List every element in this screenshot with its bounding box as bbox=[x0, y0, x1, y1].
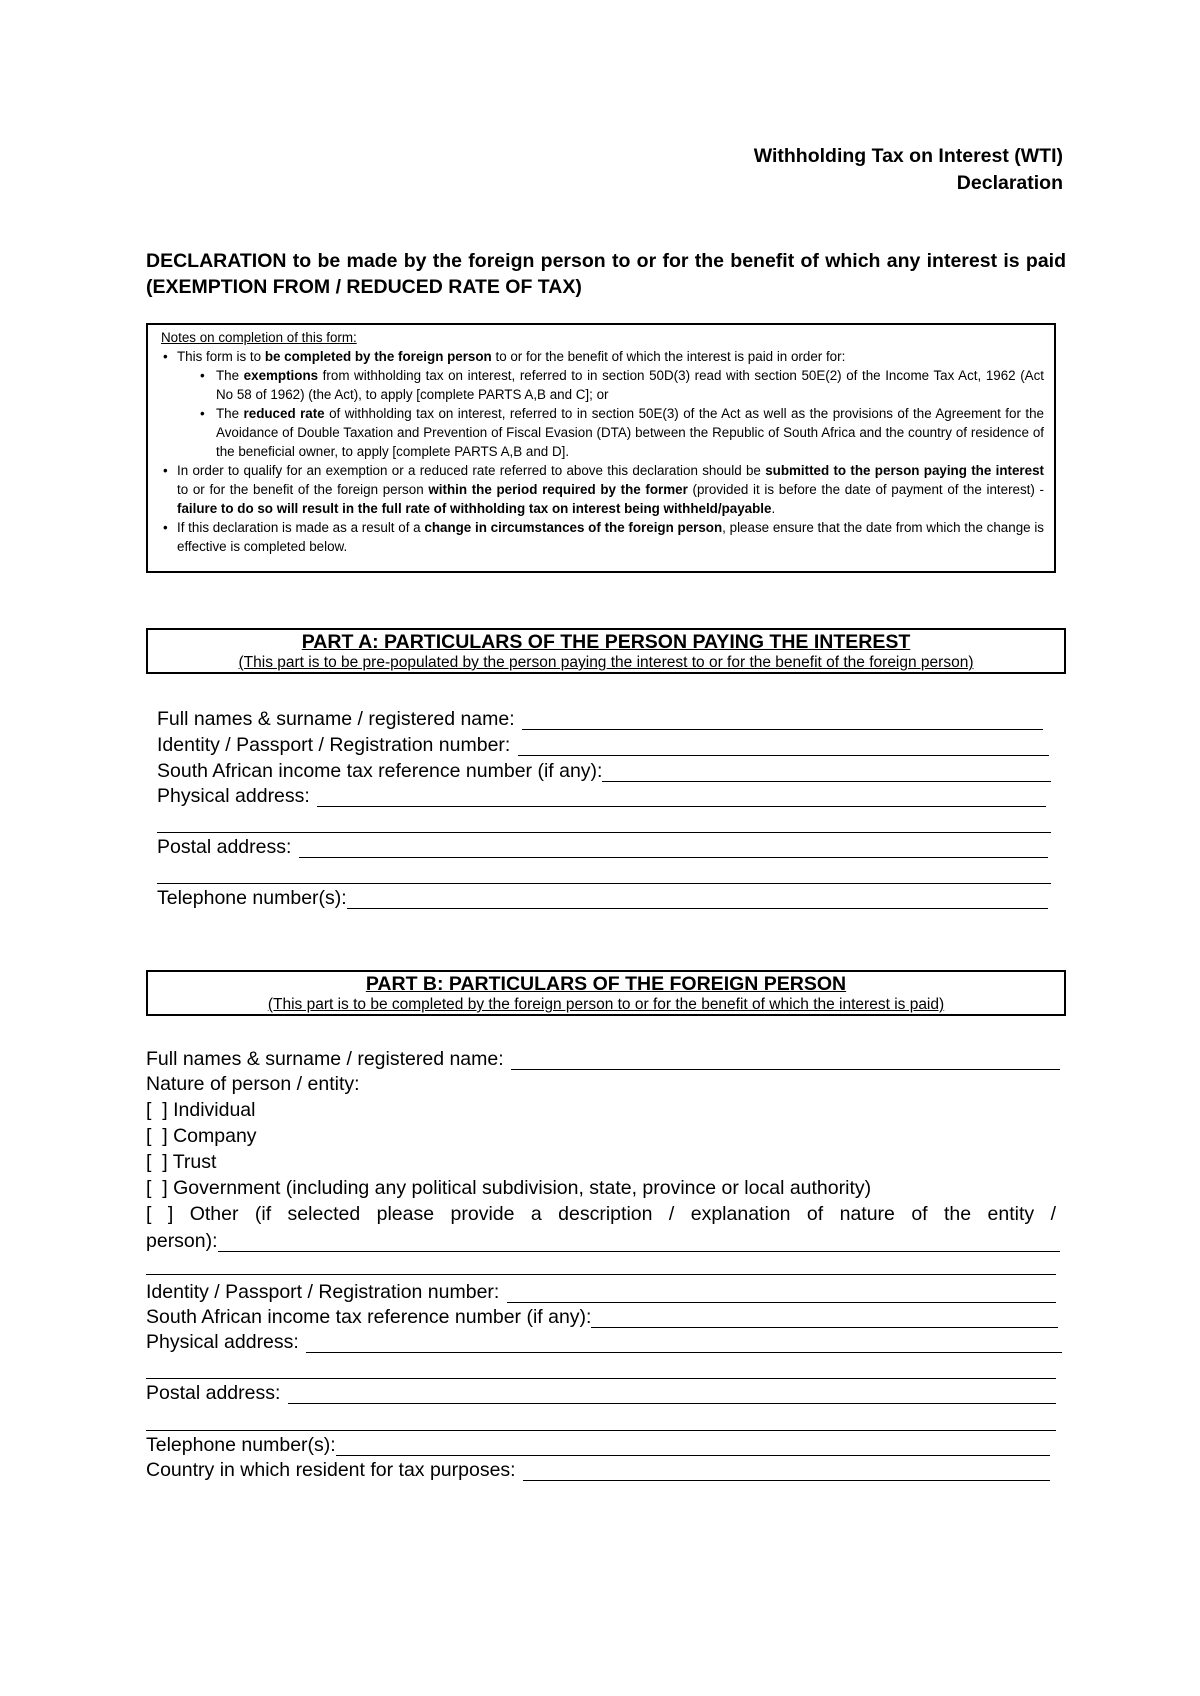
note-emphasis: reduced rate bbox=[243, 406, 325, 421]
checkbox-trust[interactable]: [ ] Trust bbox=[146, 1151, 217, 1173]
fill-line[interactable] bbox=[317, 788, 1046, 807]
note-emphasis: change in circumstances of the foreign person bbox=[424, 520, 723, 535]
part-b-tax-ref-field[interactable] bbox=[146, 1303, 1058, 1328]
part-a-physical-address-field[interactable] bbox=[157, 782, 1046, 807]
fill-line[interactable] bbox=[299, 839, 1048, 858]
fill-line[interactable] bbox=[347, 890, 1048, 909]
note-text: In order to qualify for an exemption or a reduced rate referred to above this declaration should be bbox=[177, 463, 766, 478]
field-label: Telephone number(s): bbox=[146, 1434, 336, 1456]
part-a-postal-address-field[interactable] bbox=[157, 833, 1048, 858]
field-label: Telephone number(s): bbox=[157, 887, 347, 909]
part-a-telephone-field[interactable] bbox=[157, 884, 1048, 909]
note-item bbox=[161, 461, 1044, 518]
part-a-id-field[interactable] bbox=[157, 731, 1049, 756]
note-emphasis: within the period required by the former bbox=[428, 482, 688, 497]
field-label: Full names & surname / registered name: bbox=[146, 1048, 510, 1070]
part-b-id-field[interactable] bbox=[146, 1278, 1056, 1303]
note-subitem bbox=[161, 404, 1044, 461]
field-label: Country in which resident for tax purposes: bbox=[146, 1459, 522, 1481]
part-b-other-description-line2[interactable] bbox=[146, 1274, 1056, 1275]
fill-line[interactable] bbox=[288, 1385, 1056, 1404]
part-a-tax-ref-field[interactable] bbox=[157, 757, 1051, 782]
part-a-name-field[interactable] bbox=[157, 705, 1043, 730]
field-label: South African income tax reference number (if any): bbox=[157, 760, 603, 782]
part-b-telephone-field[interactable] bbox=[146, 1431, 1050, 1456]
part-b-other-description-field[interactable] bbox=[146, 1227, 1060, 1252]
field-label: person): bbox=[146, 1230, 218, 1252]
part-a-subtitle: (This part is to be pre-populated by the person paying the interest to or for the benefit of the foreign person) bbox=[238, 654, 974, 671]
fill-line[interactable] bbox=[507, 1284, 1056, 1303]
fill-line[interactable] bbox=[336, 1437, 1050, 1456]
note-text: to or for the benefit of the foreign person bbox=[177, 482, 429, 497]
field-label: Physical address: bbox=[157, 785, 316, 807]
part-b-title: PART B: PARTICULARS OF THE FOREIGN PERSON bbox=[365, 973, 847, 995]
note-text: to or for the benefit of which the interest is paid in order for: bbox=[491, 349, 846, 364]
note-emphasis: submitted to the person paying the interest bbox=[765, 463, 1044, 478]
part-b-country-field[interactable] bbox=[146, 1456, 1050, 1481]
note-text: from withholding tax on interest, referred to in section 50D(3) read with section 50E(2) of the Income Tax Act, 1962 (Act No 58 of 1962) (the Act), to apply [complete PARTS A,B and C]; or bbox=[216, 368, 1045, 402]
part-a-title: PART A: PARTICULARS OF THE PERSON PAYING THE INTEREST bbox=[301, 631, 911, 653]
checkbox-government[interactable]: [ ] Government (including any political subdivision, state, province or local authority) bbox=[146, 1177, 872, 1199]
note-emphasis: failure to do so will result in the full rate of withholding tax on interest being withheld/payable bbox=[177, 501, 772, 516]
header-title: Withholding Tax on Interest (WTI) bbox=[753, 145, 1063, 167]
notes-heading: Notes on completion of this form: bbox=[161, 330, 357, 345]
note-text: (provided it is before the date of payment of the interest) - bbox=[687, 482, 1044, 497]
fill-line[interactable] bbox=[602, 763, 1051, 782]
checkbox-company[interactable]: [ ] Company bbox=[146, 1125, 257, 1147]
fill-line[interactable] bbox=[591, 1309, 1058, 1328]
note-text: of withholding tax on interest, referred to in section 50E(3) of the Act as well as the provisions of the Agreement for the Avoidance of Double Taxation and Prevention of Fiscal Evasion (DTA) between the Republic of South Africa and the country of residence of the beneficial owner, to apply [complete PARTS A,B and D]. bbox=[216, 406, 1044, 459]
checkbox-other[interactable]: [ ] Other (if selected please provide a description / explanation of nature of the entity / bbox=[146, 1203, 1056, 1225]
note-emphasis: exemptions bbox=[243, 368, 319, 383]
note-subitem bbox=[161, 366, 1044, 404]
declaration-title: DECLARATION to be made by the foreign person to or for the benefit of which any interest is paid (EXEMPTION FROM / REDUCED RATE OF TAX) bbox=[146, 250, 1066, 298]
note-item bbox=[161, 518, 1044, 556]
part-b-subtitle: (This part is to be completed by the foreign person to or for the benefit of which the interest is paid) bbox=[267, 996, 945, 1013]
field-label: South African income tax reference number (if any): bbox=[146, 1306, 592, 1328]
part-b-header bbox=[146, 970, 1066, 1016]
part-b-nature-label: Nature of person / entity: bbox=[146, 1073, 360, 1095]
checkbox-individual[interactable]: [ ] Individual bbox=[146, 1099, 256, 1121]
header-subtitle: Declaration bbox=[956, 172, 1063, 194]
part-b-postal-address-field[interactable] bbox=[146, 1379, 1056, 1404]
note-text: . bbox=[771, 501, 776, 516]
fill-line[interactable] bbox=[523, 1462, 1050, 1481]
field-label: Full names & surname / registered name: bbox=[157, 708, 521, 730]
note-text: , please ensure that the date from which the change is effective is completed below. bbox=[177, 520, 1045, 554]
notes-box bbox=[146, 323, 1056, 573]
note-item bbox=[161, 347, 1044, 366]
part-a-header bbox=[146, 628, 1066, 674]
note-text: If this declaration is made as a result of a bbox=[177, 520, 425, 535]
part-b-name-field[interactable] bbox=[146, 1045, 1060, 1070]
part-b-physical-address-field[interactable] bbox=[146, 1328, 1062, 1353]
fill-line[interactable] bbox=[306, 1334, 1062, 1353]
field-label: Identity / Passport / Registration number: bbox=[157, 734, 516, 756]
fill-line[interactable] bbox=[522, 711, 1043, 730]
field-label: Postal address: bbox=[157, 836, 297, 858]
note-emphasis: be completed by the foreign person bbox=[264, 349, 492, 364]
field-label: Identity / Passport / Registration number: bbox=[146, 1281, 505, 1303]
notes-list bbox=[161, 347, 1044, 556]
document-header bbox=[754, 143, 1063, 197]
field-label: Postal address: bbox=[146, 1382, 286, 1404]
fill-line[interactable] bbox=[518, 737, 1049, 756]
note-text: The bbox=[216, 368, 244, 383]
field-label: Physical address: bbox=[146, 1331, 305, 1353]
note-text: The bbox=[216, 406, 244, 421]
fill-line[interactable] bbox=[511, 1051, 1060, 1070]
fill-line[interactable] bbox=[218, 1233, 1060, 1252]
note-text: This form is to bbox=[177, 349, 265, 364]
